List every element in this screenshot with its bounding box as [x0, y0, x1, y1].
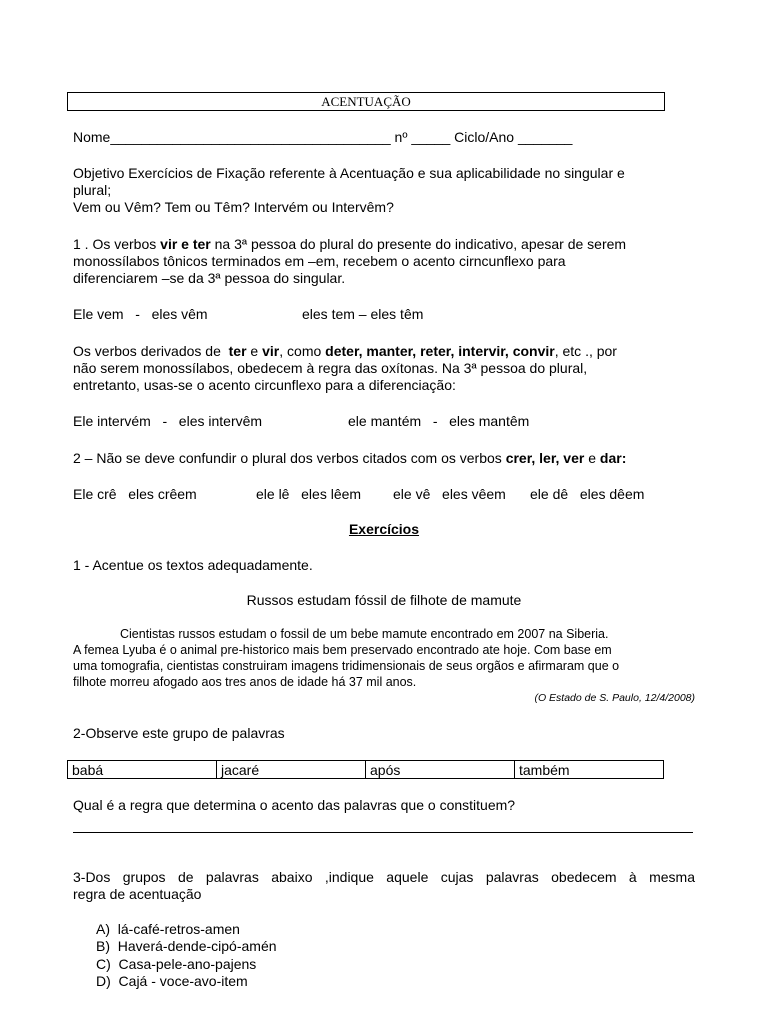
derived-line-1: Os verbos derivados de ter e vir, como deter, manter, reter, intervir, convir, etc ., por	[73, 343, 617, 359]
rule2-example-2: ele lê eles lêem	[256, 486, 362, 502]
article-line-4: filhote morreu afogado aos tres anos de idade há 37 mil anos.	[73, 675, 417, 689]
question-2-prompt: Qual é a regra que determina o acento das palavras que o constituem?	[73, 797, 516, 813]
option-d: D) Cajá - voce-avo-item	[96, 973, 248, 989]
question-3-line-2: regra de acentuação	[73, 886, 202, 902]
table-row	[68, 761, 664, 779]
derived-example-b: ele mantém - eles mantêm	[348, 413, 530, 429]
objective-question: Vem ou Vêm? Tem ou Têm? Intervém ou Intervêm?	[73, 199, 394, 215]
question-2: 2-Observe este grupo de palavras	[73, 725, 285, 741]
answer-line[interactable]	[73, 818, 693, 833]
rule2-example-1: Ele crê eles crêem	[73, 486, 197, 502]
article-line-1: Cientistas russos estudam o fossil de um bebe mamute encontrado em 2007 na Siberia.	[120, 627, 609, 641]
article-line-2: A femea Lyuba é o animal pre-historico mais bem preservado encontrado ate hoje. Com base em	[73, 643, 612, 657]
option-c: C) Casa-pele-ano-pajens	[96, 956, 257, 972]
rule1-example-b: eles tem – eles têm	[302, 306, 424, 322]
word-cell: jacaré	[217, 761, 366, 779]
article-citation: (O Estado de S. Paulo, 12/4/2008)	[534, 692, 695, 704]
question-3-line-1: 3-Dos grupos de palavras abaixo ,indique aquele cujas palavras obedecem à mesma	[73, 869, 695, 885]
objective-line-2: plural;	[73, 182, 112, 198]
article-title: Russos estudam fóssil de filhote de mamute	[246, 592, 522, 608]
rule2-example-3: ele vê eles vêem	[393, 486, 506, 502]
exercises-heading: Exercícios	[348, 521, 420, 537]
rule1-example-a: Ele vem - eles vêm	[73, 306, 208, 322]
objective-line-1: Objetivo Exercícios de Fixação referente à Acentuação e sua aplicabilidade no singular e	[73, 165, 625, 181]
rule2-example-4: ele dê eles dêem	[530, 486, 645, 502]
rule2-text: 2 – Não se deve confundir o plural dos verbos citados com os verbos crer, ler, ver e dar:	[73, 450, 627, 466]
word-group-table	[67, 760, 664, 779]
word-cell: também	[515, 761, 664, 779]
rule1-line-1: 1 . Os verbos vir e ter na 3ª pessoa do plural do presente do indicativo, apesar de serem	[73, 236, 627, 252]
derived-line-3: entretanto, usas-se o acento circunflexo para a diferenciação:	[73, 377, 456, 393]
derived-line-2: não serem monossílabos, obedecem à regra das oxítonas. Na 3ª pessoa do plural,	[73, 360, 588, 376]
rule1-line-2: monossílabos tônicos terminados em –em, recebem o acento cirncunflexo para	[73, 253, 566, 269]
derived-example-a: Ele intervém - eles intervêm	[73, 413, 263, 429]
student-info-line: Nome____________________________________ nº _____ Ciclo/Ano _______	[73, 129, 573, 145]
word-cell: babá	[68, 761, 217, 779]
option-b: B) Haverá-dende-cipó-amén	[96, 938, 277, 954]
option-a: A) lá-café-retros-amen	[96, 921, 240, 937]
article-line-3: uma tomografia, cientistas construiram imagens tridimensionais de seus orgãos e afirmaram que o	[73, 659, 620, 673]
question-1: 1 - Acentue os textos adequadamente.	[73, 557, 313, 573]
rule1-line-3: diferenciarem –se da 3ª pessoa do singular.	[73, 270, 346, 286]
word-cell: após	[366, 761, 515, 779]
worksheet-title: ACENTUAÇÃO	[67, 92, 665, 111]
